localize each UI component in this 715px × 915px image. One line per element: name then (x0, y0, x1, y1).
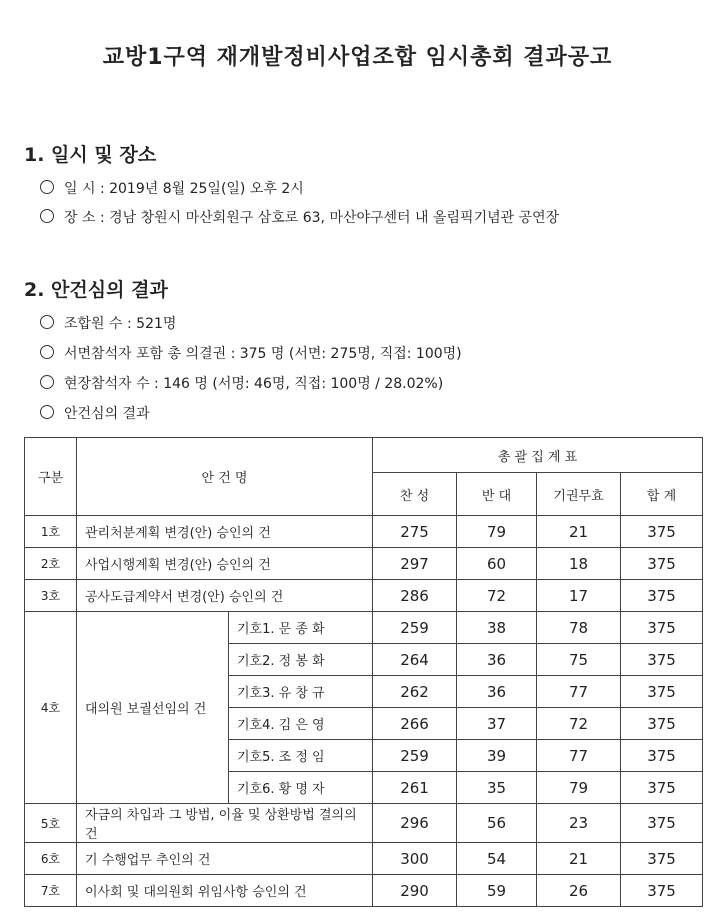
row-abstain: 21 (537, 516, 621, 548)
table-row (25, 843, 703, 875)
row-total: 375 (621, 875, 703, 907)
row-against: 79 (457, 516, 537, 548)
row-abstain: 78 (537, 612, 621, 644)
row-name: 관리처분계획 변경(안) 승인의 건 (77, 516, 373, 548)
header-division: 구분 (25, 438, 77, 516)
row-abstain: 23 (537, 804, 621, 843)
header-agenda: 안 건 명 (77, 438, 373, 516)
circle-bullet-icon (40, 375, 54, 389)
row-total: 375 (621, 580, 703, 612)
row-abstain: 79 (537, 772, 621, 804)
row-against: 37 (457, 708, 537, 740)
row-abstain: 77 (537, 676, 621, 708)
table-row (25, 612, 703, 644)
row-total: 375 (621, 804, 703, 843)
row-for: 262 (373, 676, 457, 708)
row-abstain: 18 (537, 548, 621, 580)
row-against: 36 (457, 676, 537, 708)
row-abstain: 75 (537, 644, 621, 676)
row-for: 297 (373, 548, 457, 580)
list-item-voting-rights (40, 343, 462, 363)
row-total: 375 (621, 516, 703, 548)
row-code: 7호 (25, 875, 77, 907)
table-row (25, 516, 703, 548)
list-item-text: 일 시 : 2019년 8월 25일(일) 오후 2시 (64, 181, 304, 197)
row-name: 사업시행계획 변경(안) 승인의 건 (77, 548, 373, 580)
row-abstain: 77 (537, 740, 621, 772)
header-summary: 총 괄 집 계 표 (373, 438, 703, 473)
circle-bullet-icon (40, 315, 54, 329)
row-against: 54 (457, 843, 537, 875)
section-heading-results: 2. 안건심의 결과 (24, 279, 168, 301)
row-against: 35 (457, 772, 537, 804)
row-name: 자금의 차입과 그 방법, 이율 및 상환방법 결의의 건 (77, 804, 373, 843)
row-for: 259 (373, 612, 457, 644)
row-code: 2호 (25, 548, 77, 580)
list-item-datetime (40, 178, 304, 198)
row-for: 300 (373, 843, 457, 875)
table-row (25, 580, 703, 612)
row-for: 266 (373, 708, 457, 740)
list-item-text: 현장참석자 수 : 146 명 (서명: 46명, 직접: 100명 / 28.02%) (64, 376, 444, 392)
circle-bullet-icon (40, 209, 54, 223)
row-name: 대의원 보궐선임의 건 (77, 612, 229, 804)
table-row (25, 804, 703, 843)
row-for: 275 (373, 516, 457, 548)
circle-bullet-icon (40, 405, 54, 419)
row-total: 375 (621, 708, 703, 740)
row-against: 39 (457, 740, 537, 772)
row-abstain: 72 (537, 708, 621, 740)
row-for: 264 (373, 644, 457, 676)
list-item-attendees (40, 373, 443, 393)
table-row (25, 548, 703, 580)
header-total: 합 계 (621, 473, 703, 516)
row-total: 375 (621, 644, 703, 676)
row-code: 5호 (25, 804, 77, 843)
row-against: 38 (457, 612, 537, 644)
row-for: 290 (373, 875, 457, 907)
circle-bullet-icon (40, 345, 54, 359)
results-table (24, 437, 703, 907)
row-code: 6호 (25, 843, 77, 875)
row-total: 375 (621, 843, 703, 875)
candidate-name: 기호4. 김 은 영 (229, 708, 373, 740)
row-total: 375 (621, 612, 703, 644)
list-item-text: 조합원 수 : 521명 (64, 316, 177, 332)
row-total: 375 (621, 676, 703, 708)
list-item-text: 장 소 : 경남 창원시 마산회원구 삼호로 63, 마산야구센터 내 올림픽기념관 공연장 (64, 210, 560, 226)
row-name: 공사도급계약서 변경(안) 승인의 건 (77, 580, 373, 612)
list-item-text: 안건심의 결과 (64, 406, 150, 422)
row-abstain: 26 (537, 875, 621, 907)
row-total: 375 (621, 740, 703, 772)
candidate-name: 기호2. 정 봉 화 (229, 644, 373, 676)
row-code: 1호 (25, 516, 77, 548)
row-name: 이사회 및 대의원회 위임사항 승인의 건 (77, 875, 373, 907)
section-heading-schedule: 1. 일시 및 장소 (24, 144, 157, 166)
header-for: 찬 성 (373, 473, 457, 516)
list-item-result-label (40, 403, 150, 423)
list-item-members (40, 313, 176, 333)
row-abstain: 21 (537, 843, 621, 875)
row-for: 259 (373, 740, 457, 772)
row-code: 3호 (25, 580, 77, 612)
page-title: 교방1구역 재개발정비사업조합 임시총회 결과공고 (102, 45, 613, 70)
header-against: 반 대 (457, 473, 537, 516)
circle-bullet-icon (40, 180, 54, 194)
candidate-name: 기호6. 황 명 자 (229, 772, 373, 804)
list-item-text: 서면참석자 포함 총 의결권 : 375 명 (서면: 275명, 직접: 100명) (64, 346, 462, 362)
row-against: 59 (457, 875, 537, 907)
row-against: 72 (457, 580, 537, 612)
row-name: 기 수행업무 추인의 건 (77, 843, 373, 875)
row-code: 4호 (25, 612, 77, 804)
row-against: 36 (457, 644, 537, 676)
row-total: 375 (621, 772, 703, 804)
candidate-name: 기호1. 문 종 화 (229, 612, 373, 644)
row-for: 296 (373, 804, 457, 843)
row-against: 56 (457, 804, 537, 843)
row-for: 261 (373, 772, 457, 804)
row-against: 60 (457, 548, 537, 580)
candidate-name: 기호5. 조 정 임 (229, 740, 373, 772)
list-item-location (40, 207, 559, 227)
row-for: 286 (373, 580, 457, 612)
row-abstain: 17 (537, 580, 621, 612)
candidate-name: 기호3. 유 창 규 (229, 676, 373, 708)
table-row (25, 875, 703, 907)
row-total: 375 (621, 548, 703, 580)
header-abstain: 기권무효 (537, 473, 621, 516)
